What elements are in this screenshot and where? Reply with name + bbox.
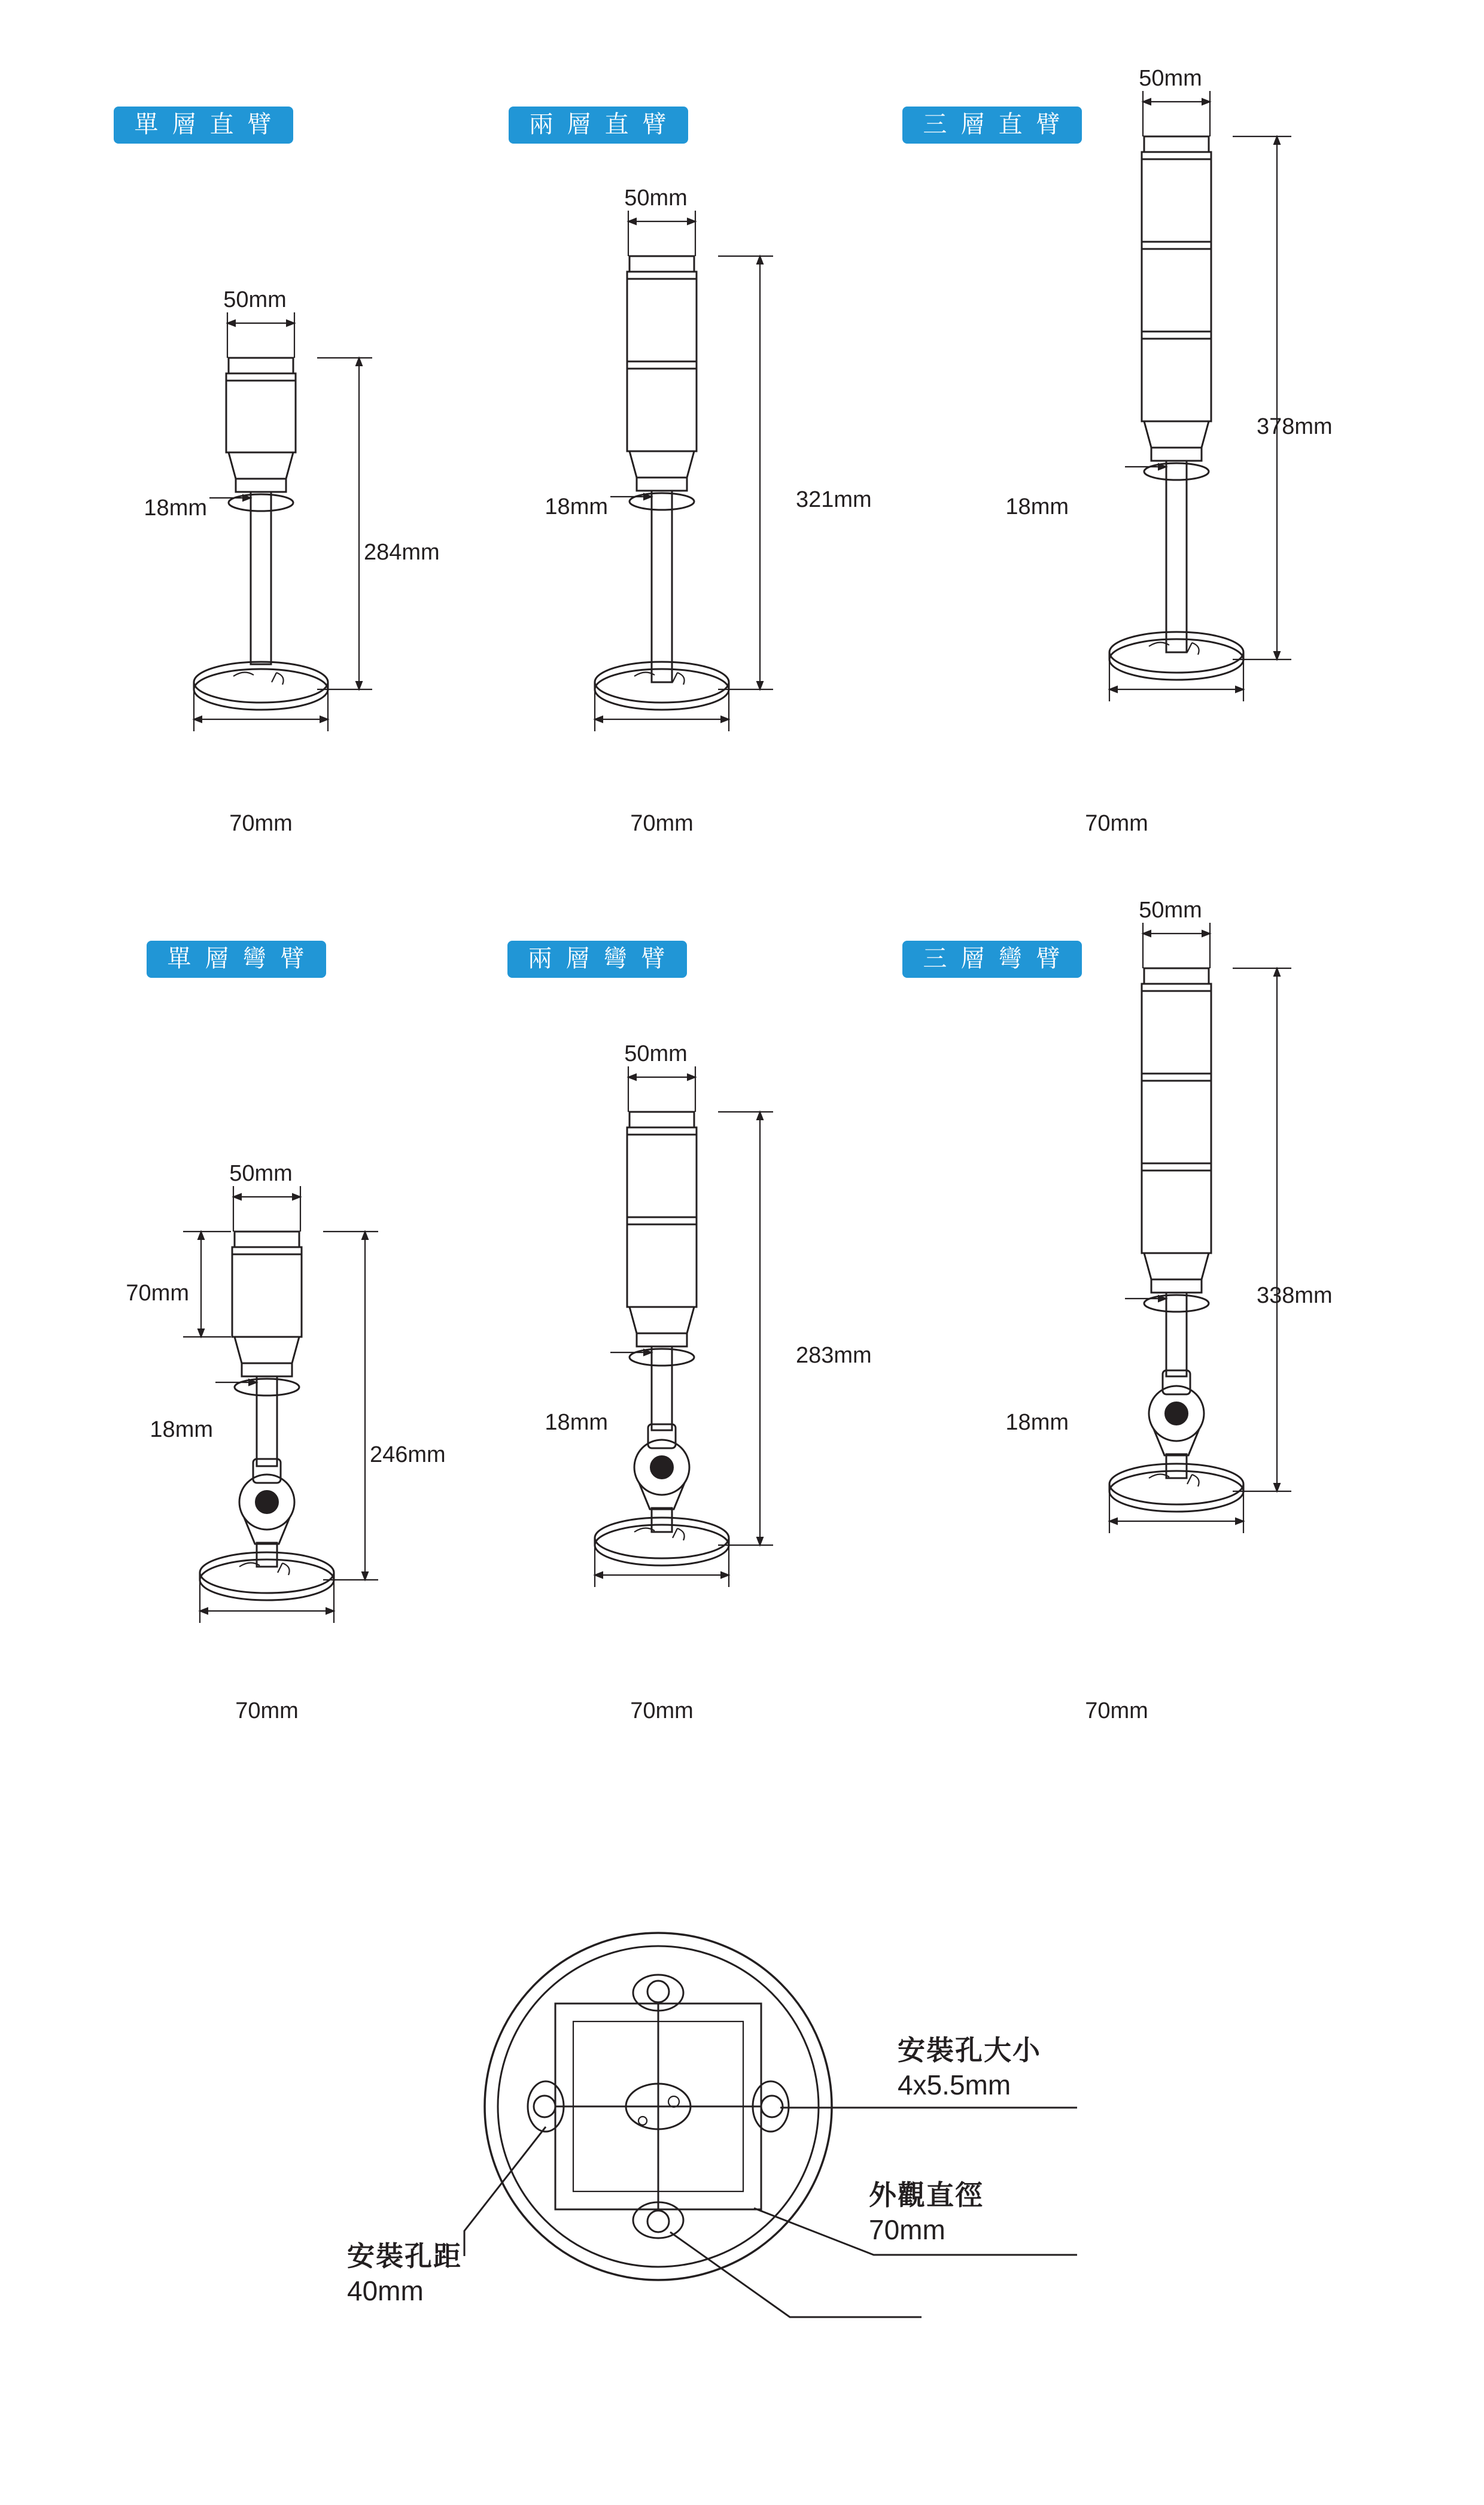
dim-top-width-3: 50mm — [1139, 66, 1202, 91]
note-outer-dia-label: 外觀直徑 — [869, 2179, 984, 2211]
badge-single-straight: 單 層 直 臂 — [114, 107, 293, 144]
dim-pole-dia-2: 18mm — [545, 494, 608, 519]
dim-height-6: 338mm — [1257, 1283, 1333, 1308]
badge-double-straight: 兩 層 直 臂 — [509, 107, 688, 144]
note-outer-dia-value: 70mm — [869, 2214, 945, 2245]
dim-pole-dia-5: 18mm — [545, 1410, 608, 1435]
dim-base-width-1: 70mm — [229, 811, 293, 836]
dim-tier-height-4: 70mm — [126, 1281, 189, 1306]
figure-single-bent — [144, 1161, 407, 1729]
badge-double-bent: 兩 層 彎 臂 — [507, 941, 687, 978]
dim-pole-dia-1: 18mm — [144, 495, 207, 521]
figure-double-bent — [539, 1041, 802, 1735]
note-outer-dia — [869, 2178, 984, 2247]
dim-height-3: 378mm — [1257, 414, 1333, 439]
badge-triple-straight: 三 層 直 臂 — [902, 107, 1082, 144]
note-hole-pitch — [347, 2239, 462, 2308]
badge-triple-bent: 三 層 彎 臂 — [902, 941, 1082, 978]
dim-pole-dia-3: 18mm — [1005, 494, 1069, 519]
dim-base-width-6: 70mm — [1085, 1698, 1148, 1723]
note-hole-pitch-label: 安裝孔距 — [347, 2240, 462, 2272]
dim-top-width-1: 50mm — [223, 287, 287, 312]
note-hole-size-value: 4x5.5mm — [898, 2069, 1011, 2100]
dim-top-width-6: 50mm — [1139, 898, 1202, 923]
dim-base-width-2: 70mm — [630, 811, 694, 836]
dim-height-5: 283mm — [796, 1343, 872, 1368]
dim-top-width-2: 50mm — [624, 186, 688, 211]
dim-height-4: 246mm — [370, 1442, 446, 1467]
dim-base-width-5: 70mm — [630, 1698, 694, 1723]
figure-base-detail — [335, 1873, 1173, 2471]
figure-triple-bent — [1071, 898, 1334, 1735]
dim-pole-dia-4: 18mm — [150, 1417, 213, 1442]
dim-height-2: 321mm — [796, 487, 872, 512]
dim-base-width-3: 70mm — [1085, 811, 1148, 836]
note-hole-size — [898, 2033, 1041, 2102]
note-hole-pitch-value: 40mm — [347, 2275, 424, 2306]
dim-top-width-5: 50mm — [624, 1041, 688, 1066]
badge-single-bent: 單 層 彎 臂 — [147, 941, 326, 978]
dim-top-width-4: 50mm — [229, 1161, 293, 1186]
dim-base-width-4: 70mm — [235, 1698, 299, 1723]
figure-single-straight — [138, 287, 389, 808]
dim-height-1: 284mm — [364, 540, 440, 565]
dim-pole-dia-6: 18mm — [1005, 1410, 1069, 1435]
note-hole-size-label: 安裝孔大小 — [898, 2035, 1041, 2066]
